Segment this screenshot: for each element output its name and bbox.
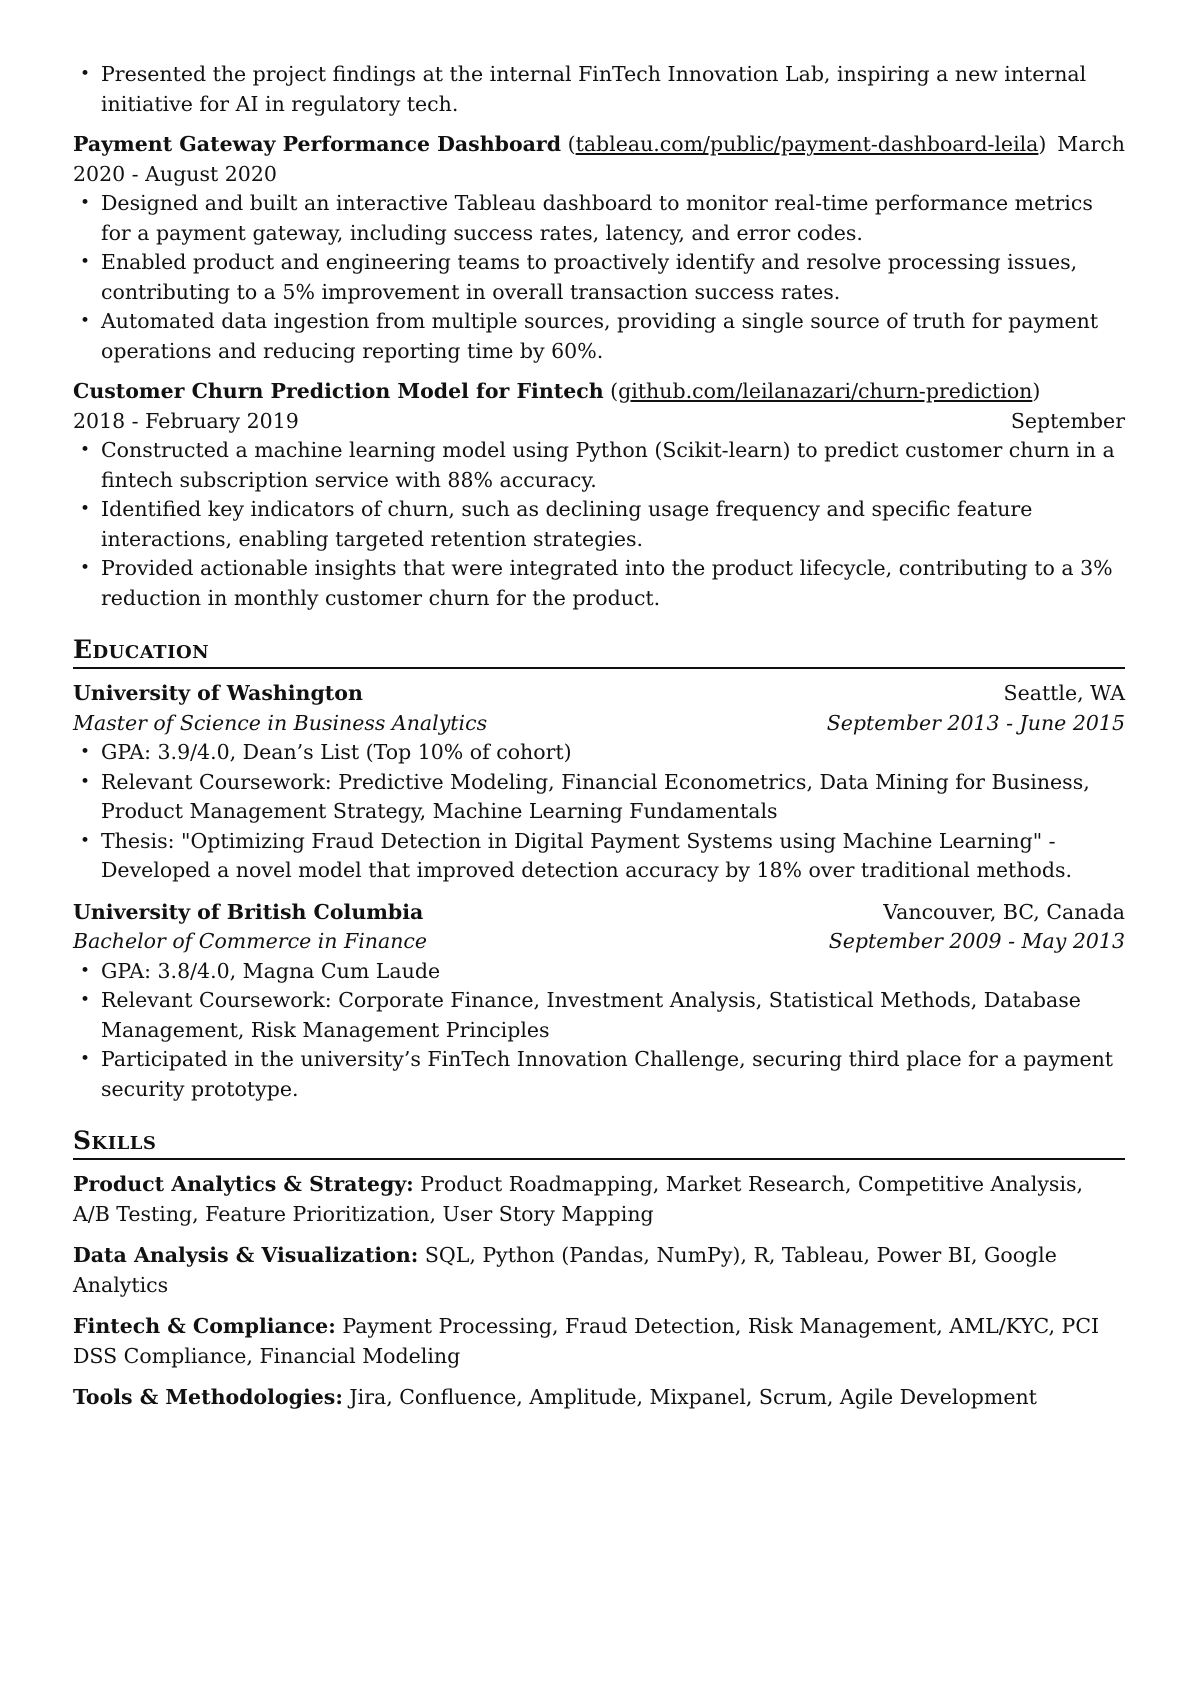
project-bullet-list xyxy=(73,436,1125,613)
degree-name: Master of Science in Business Analytics xyxy=(73,710,488,735)
education-bullet-list xyxy=(73,957,1125,1105)
school-name: University of British Columbia xyxy=(73,899,424,924)
intro-bullet-list xyxy=(73,60,1125,119)
education-bullet-list xyxy=(73,738,1125,886)
skill-line xyxy=(73,1241,1125,1300)
list-item: • Participated in the university’s FinTech Innovation Challenge, securing third place for a payment security prototype. xyxy=(73,1045,1125,1104)
project-churn-model xyxy=(73,377,1125,613)
degree-dates: September 2013 - June 2015 xyxy=(826,710,1125,735)
education-entry-uw xyxy=(73,679,1125,886)
education-header xyxy=(73,898,1125,928)
skill-label: Data Analysis & Visualization: xyxy=(73,1243,419,1267)
skill-label: Tools & Methodologies: xyxy=(73,1385,343,1409)
project-link[interactable]: github.com/leilanazari/churn-prediction xyxy=(618,379,1033,403)
list-item: • Relevant Coursework: Predictive Modeling, Financial Econometrics, Data Mining for Business, Product Management Strategy, Machine Learning Fundamentals xyxy=(73,768,1125,827)
list-item: • Relevant Coursework: Corporate Finance, Investment Analysis, Statistical Methods, Database Management, Risk Management Principles xyxy=(73,986,1125,1045)
skill-value: Payment Processing, Fraud Detection, Risk Management, AML/KYC, PCI DSS Compliance, Financial Modeling xyxy=(73,1314,1100,1368)
project-bullet-list xyxy=(73,189,1125,366)
project-title: Customer Churn Prediction Model for Fintech xyxy=(73,379,604,403)
education-subheader xyxy=(73,927,1125,957)
skill-line xyxy=(73,1383,1125,1413)
list-item: • Provided actionable insights that were integrated into the product lifecycle, contributing to a 3% reduction in monthly customer churn for the product. xyxy=(73,554,1125,613)
list-item: • GPA: 3.8/4.0, Magna Cum Laude xyxy=(73,957,1125,987)
section-heading-skills: Skills xyxy=(73,1126,1125,1160)
education-header xyxy=(73,679,1125,709)
school-location: Vancouver, BC, Canada xyxy=(883,899,1125,924)
skill-label: Fintech & Compliance: xyxy=(73,1314,336,1338)
project-header: Customer Churn Prediction Model for Fintech (github.com/leilanazari/churn-prediction) September 2018 - February 2019 xyxy=(73,377,1125,436)
project-payment-dashboard xyxy=(73,130,1125,366)
list-item: • Thesis: "Optimizing Fraud Detection in Digital Payment Systems using Machine Learning" - Developed a novel model that improved detection accuracy by 18% over traditional methods. xyxy=(73,827,1125,886)
skill-line xyxy=(73,1312,1125,1371)
education-entry-ubc xyxy=(73,898,1125,1105)
skill-line xyxy=(73,1170,1125,1229)
project-link[interactable]: tableau.com/public/payment-dashboard-leila xyxy=(575,132,1039,156)
skill-value: Jira, Confluence, Amplitude, Mixpanel, Scrum, Agile Development xyxy=(349,1385,1037,1409)
project-date-end: 2020 - August 2020 xyxy=(73,161,277,186)
skill-value: Product Roadmapping, Market Research, Competitive Analysis, A/B Testing, Feature Prioritization, User Story Mapping xyxy=(73,1172,1084,1226)
project-date-end: 2018 - February 2019 xyxy=(73,408,299,433)
section-heading-education: Education xyxy=(73,635,1125,669)
degree-name: Bachelor of Commerce in Finance xyxy=(73,929,428,953)
project-date-start: March xyxy=(1057,132,1125,156)
list-item: • Presented the project findings at the internal FinTech Innovation Lab, inspiring a new internal initiative for AI in regulatory tech. xyxy=(73,60,1125,119)
school-name: University of Washington xyxy=(73,681,363,705)
list-item: • GPA: 3.9/4.0, Dean’s List (Top 10% of cohort) xyxy=(73,738,1125,768)
list-item: • Enabled product and engineering teams to proactively identify and resolve processing issues, contributing to a 5% improvement in overall transaction success rates. xyxy=(73,248,1125,307)
list-item: • Identified key indicators of churn, such as declining usage frequency and specific feature interactions, enabling targeted retention strategies. xyxy=(73,495,1125,554)
list-item: • Automated data ingestion from multiple sources, providing a single source of truth for payment operations and reducing reporting time by 60%. xyxy=(73,307,1125,366)
education-subheader xyxy=(73,709,1125,739)
project-header: Payment Gateway Performance Dashboard (tableau.com/public/payment-dashboard-leila) March 2020 - August 2020 xyxy=(73,132,1125,186)
skill-value: SQL, Python (Pandas, NumPy), R, Tableau, Power BI, Google Analytics xyxy=(73,1243,1057,1297)
resume-page xyxy=(73,60,1125,1413)
project-title: Payment Gateway Performance Dashboard xyxy=(73,132,562,156)
degree-dates: September 2009 - May 2013 xyxy=(828,929,1125,953)
school-location: Seattle, WA xyxy=(1003,681,1125,705)
list-item: • Constructed a machine learning model using Python (Scikit-learn) to predict customer churn in a fintech subscription service with 88% accuracy. xyxy=(73,436,1125,495)
skill-label: Product Analytics & Strategy: xyxy=(73,1172,414,1196)
list-item: • Designed and built an interactive Tableau dashboard to monitor real-time performance metrics for a payment gateway, including success rates, latency, and error codes. xyxy=(73,189,1125,248)
project-date-start: September xyxy=(1010,408,1125,433)
